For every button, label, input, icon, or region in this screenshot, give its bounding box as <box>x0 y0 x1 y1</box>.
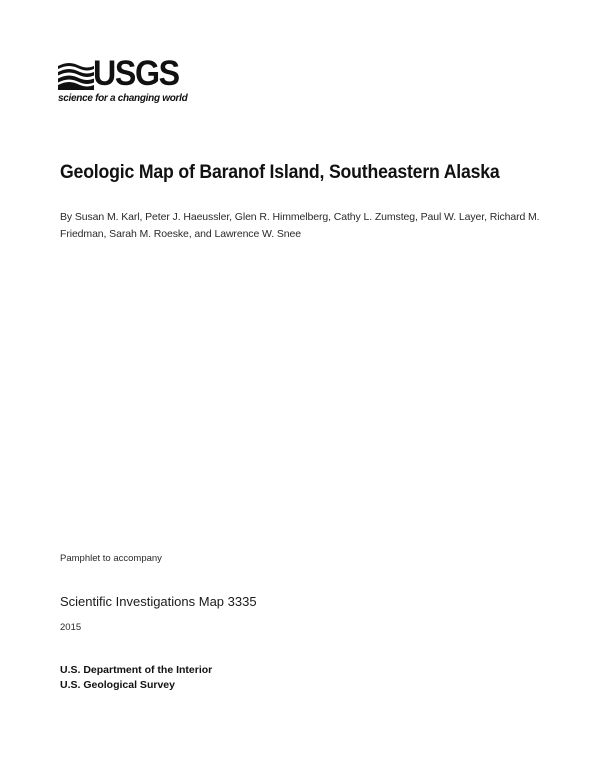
author-line-1: By Susan M. Karl, Peter J. Haeussler, Glen R. Himmelberg, Cathy L. Zumsteg, Paul W. Layer, Richard M. <box>60 211 540 223</box>
series-name: Scientific Investigations Map 3335 <box>60 594 257 609</box>
usgs-logo <box>58 54 188 108</box>
author-line-2: Friedman, Sarah M. Roeske, and Lawrence W. Snee <box>60 228 302 240</box>
pamphlet-note: Pamphlet to accompany <box>60 553 162 564</box>
usgs-tagline: science for a changing world <box>58 93 188 104</box>
usgs-wave-logo-icon <box>58 60 94 90</box>
usgs-wordmark: USGS <box>93 54 179 93</box>
page-title: Geologic Map of Baranof Island, Southeastern Alaska <box>60 162 500 183</box>
publication-year: 2015 <box>60 622 82 633</box>
author-list <box>60 209 560 243</box>
agency-block <box>60 663 212 693</box>
department-name: U.S. Department of the Interior <box>60 664 213 676</box>
survey-name: U.S. Geological Survey <box>60 679 175 691</box>
